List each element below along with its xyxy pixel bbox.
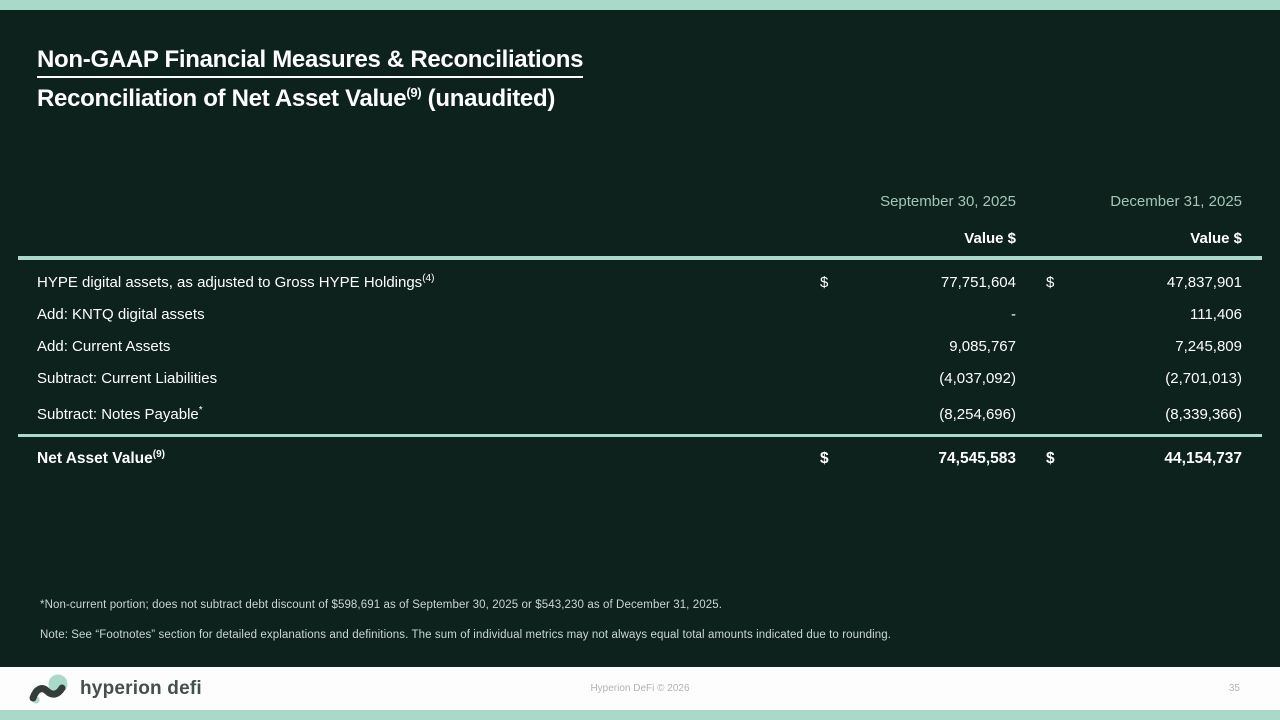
value-dec31: 47,837,901 [1166,273,1242,291]
table-row [18,266,1262,298]
table-row [18,362,1262,394]
table-value-header-row [18,228,1262,248]
subtitle-suffix: (unaudited) [421,85,556,112]
currency-symbol: $ [1046,273,1055,291]
value-dec31: (2,701,013) [1165,369,1242,387]
row-label: HYPE digital assets, as adjusted to Gross HYPE Holdings [37,274,423,291]
column-header-september: September 30, 2025 [880,192,1016,210]
header-divider-rule [18,256,1262,260]
column-header-december: December 31, 2025 [1110,192,1242,210]
nav-reconciliation-table [18,192,1262,481]
footer [0,667,1280,710]
currency-symbol: $ [820,450,829,467]
value-header-december: Value $ [1190,229,1242,247]
row-label-sup: (4) [422,273,435,284]
total-label: Net Asset Value [37,450,153,468]
table-row [18,330,1262,362]
table-row [18,398,1262,430]
currency-symbol: $ [1046,450,1055,467]
total-value-dec31: 44,154,737 [1164,450,1242,467]
value-sep30: (4,037,092) [939,369,1016,387]
top-accent-strip [0,0,1280,10]
total-label-sup: (9) [152,449,165,461]
footnote-notes-payable: *Non-current portion; does not subtract debt discount of $598,691 as of September 30, 2025 or $543,230 as of December 31, 2025. [40,599,723,611]
row-label: Add: Current Assets [37,338,171,355]
net-asset-value-row [18,437,1262,481]
value-sep30: 9,085,767 [949,337,1016,355]
value-dec31: 111,406 [1190,305,1242,323]
page-number: 35 [1228,683,1240,694]
subtitle-text: Reconciliation of Net Asset Value [37,85,407,112]
row-label: Subtract: Notes Payable [37,406,199,423]
table-row [18,298,1262,330]
value-sep30: - [1011,305,1016,323]
row-label: Subtract: Current Liabilities [37,370,218,387]
slide-header [37,46,583,113]
row-label-sup: * [198,405,203,416]
table-body [18,266,1262,430]
value-dec31: 7,245,809 [1175,337,1242,355]
value-dec31: (8,339,366) [1165,405,1242,423]
brand-name: hyperion defi [80,677,202,699]
page-subtitle [37,85,583,113]
total-value-sep30: 74,545,583 [938,450,1016,467]
value-header-september: Value $ [964,229,1016,247]
value-sep30: (8,254,696) [939,405,1016,423]
value-sep30: 77,751,604 [940,273,1016,291]
bottom-accent-strip [0,710,1280,720]
copyright-text: Hyperion DeFi © 2026 [590,683,690,694]
currency-symbol: $ [820,273,829,291]
page-title: Non-GAAP Financial Measures & Reconciliations [37,46,583,78]
subtitle-footnote-ref: (9) [406,85,422,100]
footnote-rounding: Note: See “Footnotes” section for detailed explanations and definitions. The sum of individual metrics may not always equal total amounts indicated due to rounding. [40,629,892,641]
table-date-header-row [18,192,1262,210]
row-label: Add: KNTQ digital assets [37,306,205,323]
